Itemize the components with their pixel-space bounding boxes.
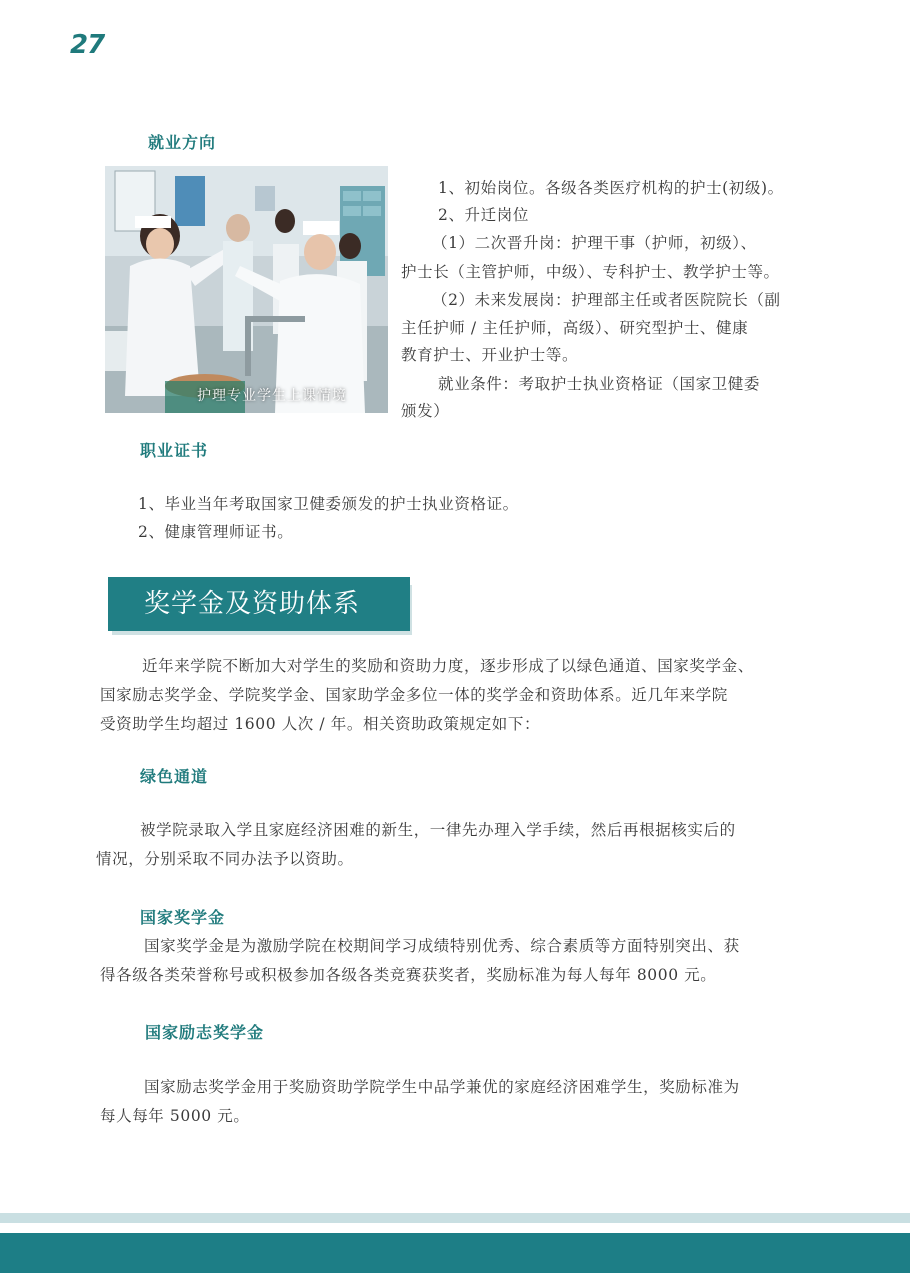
certificate-item-1: 1、毕业当年考取国家卫健委颁发的护士执业资格证。 <box>138 495 519 513</box>
national-scholarship-line-2: 得各级各类荣誉称号或积极参加各级各类竞赛获奖者，奖励标准为每人每年 8000 元。 <box>100 966 717 984</box>
employment-line-5: （2）未来发展岗：护理部主任或者医院院长（副 <box>432 291 781 309</box>
nursing-class-photo <box>105 166 388 413</box>
employment-line-1: 1、初始岗位。各级各类医疗机构的护士(初级)。 <box>438 179 784 197</box>
page-number: 27 <box>70 30 105 60</box>
encouragement-scholarship-line-2: 每人每年 5000 元。 <box>100 1107 250 1125</box>
scholarship-intro-line-1: 近年来学院不断加大对学生的奖励和资助力度，逐步形成了以绿色通道、国家奖学金、 <box>142 657 754 675</box>
photo-illustration <box>105 166 388 413</box>
employment-line-4: 护士长（主管护师，中级）、专科护士、教学护士等。 <box>401 263 780 281</box>
national-scholarship-heading: 国家奖学金 <box>140 908 226 927</box>
certificates-heading: 职业证书 <box>140 441 209 460</box>
green-channel-heading: 绿色通道 <box>140 767 209 786</box>
national-scholarship-line-1: 国家奖学金是为激励学院在校期间学习成绩特别优秀、综合素质等方面特别突出、获 <box>144 937 740 955</box>
footer-band <box>0 1233 910 1273</box>
scholarship-intro-line-2: 国家励志奖学金、学院奖学金、国家助学金多位一体的奖学金和资助体系。近几年来学院 <box>100 686 728 704</box>
green-channel-line-2: 情况，分别采取不同办法予以资助。 <box>96 850 354 868</box>
employment-line-3: （1）二次晋升岗：护理干事（护师，初级）、 <box>432 234 757 252</box>
photo-caption: 护理专业学生上课情境 <box>197 388 347 404</box>
employment-line-6: 主任护师 / 主任护师，高级）、研究型护士、健康 <box>401 319 749 337</box>
employment-line-9: 颁发） <box>401 402 450 420</box>
certificate-item-2: 2、健康管理师证书。 <box>138 523 294 541</box>
employment-heading: 就业方向 <box>148 133 217 152</box>
employment-line-7: 教育护士、开业护士等。 <box>401 346 579 364</box>
employment-line-2: 2、升迁岗位 <box>438 206 529 224</box>
scholarship-banner: 奖学金及资助体系 <box>108 577 410 631</box>
encouragement-scholarship-line-1: 国家励志奖学金用于奖励资助学院学生中品学兼优的家庭经济困难学生，奖励标准为 <box>144 1078 740 1096</box>
encouragement-scholarship-heading: 国家励志奖学金 <box>145 1023 265 1042</box>
scholarship-intro-line-3: 受资助学生均超过 1600 人次 / 年。相关资助政策规定如下： <box>100 715 541 733</box>
green-channel-line-1: 被学院录取入学且家庭经济困难的新生，一律先办理入学手续，然后再根据核实后的 <box>140 821 736 839</box>
employment-line-8: 就业条件：考取护士执业资格证（国家卫健委 <box>438 375 761 393</box>
footer-light-band <box>0 1213 910 1223</box>
footer-bottom-strip <box>0 1273 910 1287</box>
